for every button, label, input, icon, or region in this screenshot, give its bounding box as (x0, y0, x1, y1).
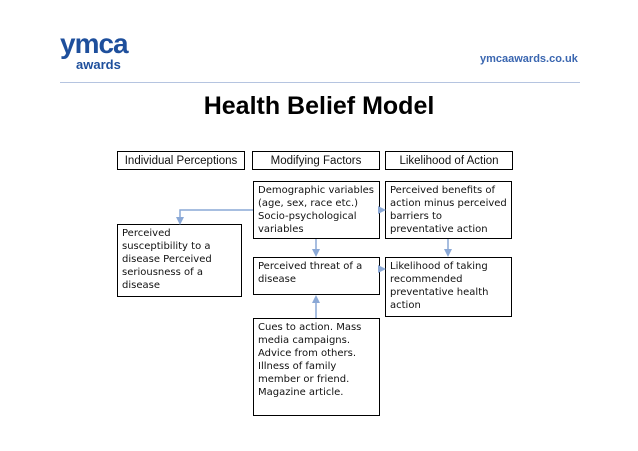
column-header-modifying: Modifying Factors (252, 151, 380, 170)
box-benefits: Perceived benefits of action minus perceived barriers to preventative action (385, 181, 512, 239)
logo-text: ymca (60, 28, 128, 59)
box-likelihood-taking: Likelihood of taking recommended preventative health action (385, 257, 512, 317)
logo-sub: awards (76, 57, 121, 72)
column-header-likelihood: Likelihood of Action (385, 151, 513, 170)
page-title: Health Belief Model (203, 92, 435, 120)
box-demographic: Demographic variables (age, sex, race etc.) Socio-psychological variables (253, 181, 380, 239)
box-perceived-threat: Perceived threat of a disease (253, 257, 380, 295)
site-url: ymcaawards.co.uk (480, 53, 578, 65)
box-perceived-susceptibility: Perceived susceptibility to a disease Perceived seriousness of a disease (117, 224, 242, 297)
column-header-individual: Individual Perceptions (117, 151, 245, 170)
arrow-demographic-to-perceived (180, 210, 253, 223)
box-cues-to-action: Cues to action. Mass media campaigns. Advice from others. Illness of family member or friend. Magazine article. (253, 318, 380, 416)
